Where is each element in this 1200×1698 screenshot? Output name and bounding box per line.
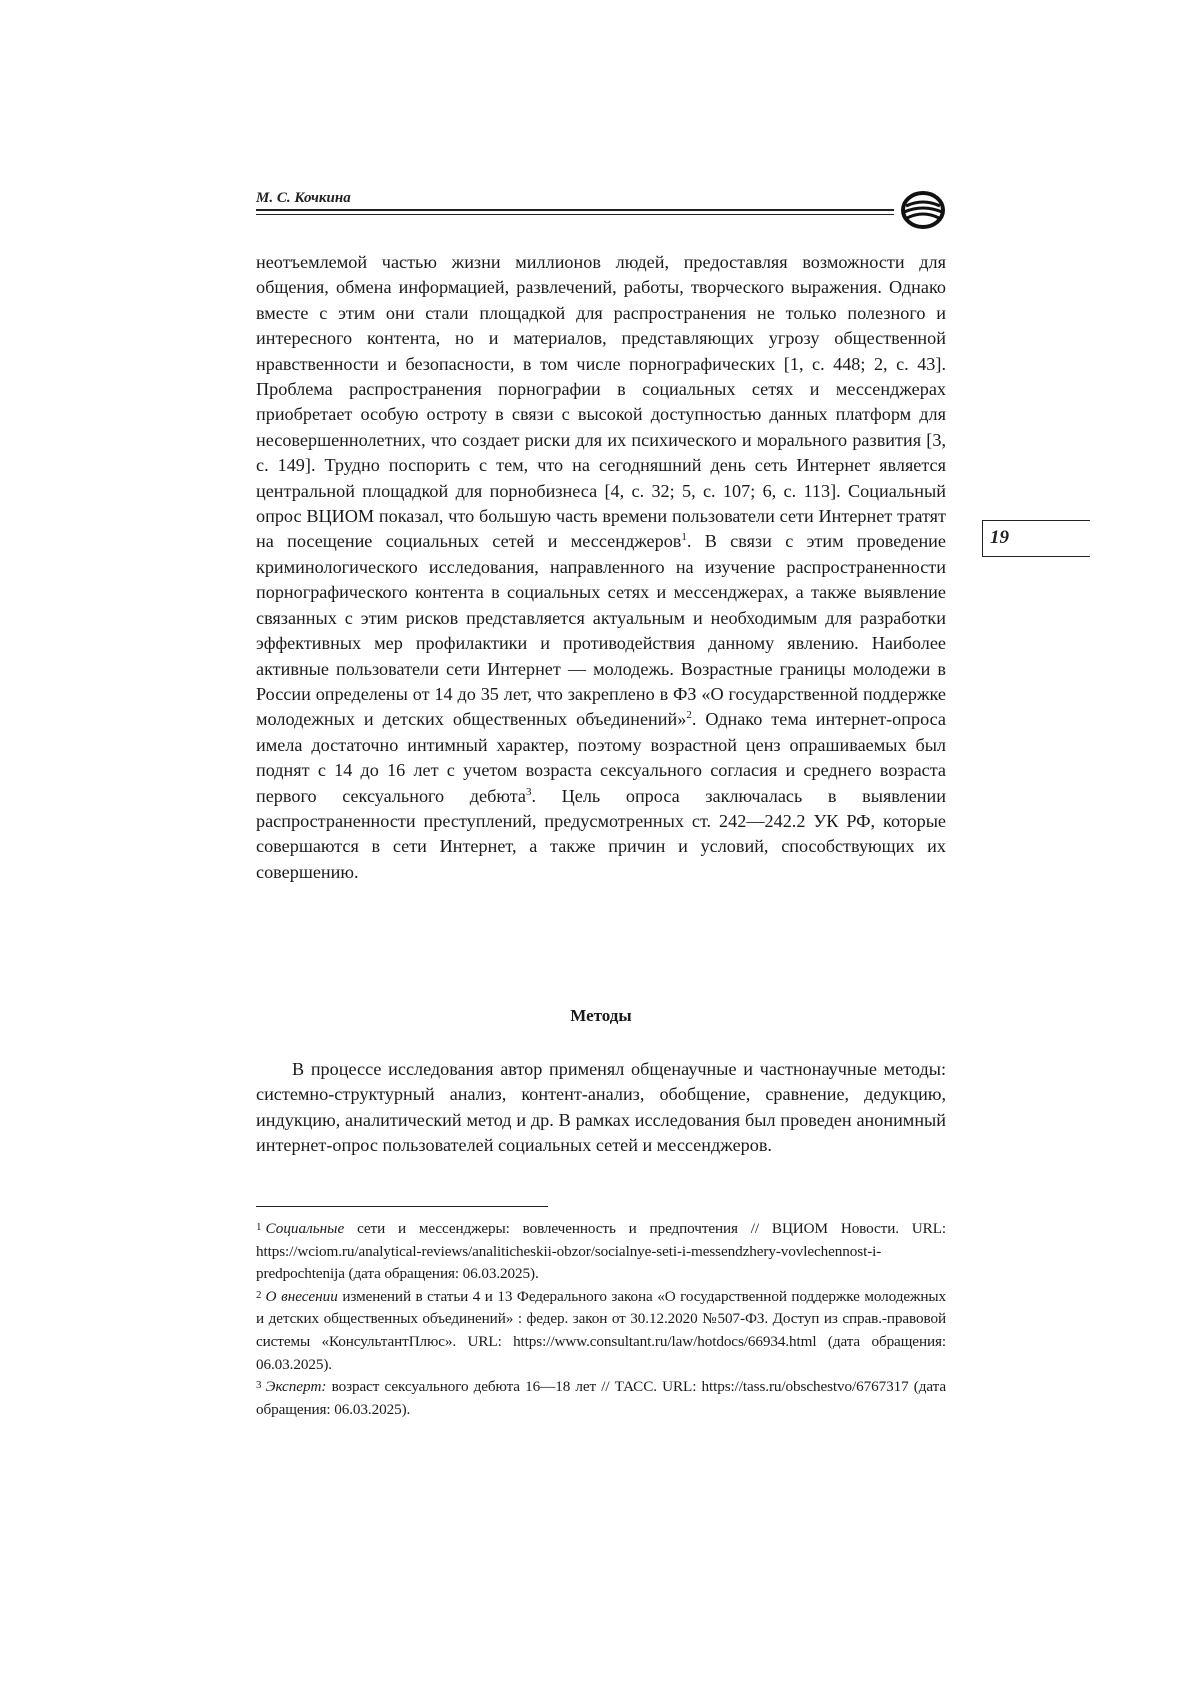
running-head-author: М. С. Кочкина xyxy=(256,190,351,206)
header-rule xyxy=(256,209,894,211)
page-number-box-left xyxy=(982,520,983,557)
footnotes xyxy=(256,1218,946,1421)
body-paragraph xyxy=(256,250,946,885)
footnote-ref-3: 3 xyxy=(525,785,532,798)
footnote-2 xyxy=(256,1286,946,1376)
body-text-part2: . В связи с этим проведение криминологического исследования, направленного на изучение распространенности порнографического контента в социальных сетях и мессенджерах, а также выявление связанных с этим рисков представляется актуальным и необходимым для разработки эффективных мер профилактики и противодействия данному явлению. Наиболее активные пользователи сети Интернет — молодежь. Возрастные границы молодежи в России определены от 14 до 35 лет, что закреплено в ФЗ «О государственной поддержке молодежных и детских общественных объединений» xyxy=(256,531,946,730)
body-text-part4: . Цель опроса заключалась в выявлении распространенности преступлений, предусмотренных ст. 242—242.2 УК РФ, которые совершаются в сети Интернет, а также причин и условий, способствующих их совершению. xyxy=(256,785,947,882)
footnote-marker: 1 xyxy=(256,1221,262,1233)
methods-paragraph: В процессе исследования автор применял общенаучные и частнонаучные методы: системно-структурный анализ, контент-анализ, обобщение, сравнение, дедукцию, индукцию, аналитический метод и др. В рамках исследования был проведен анонимный интернет-опрос пользователей социальных сетей и мессенджеров. xyxy=(256,1059,946,1156)
footnote-marker: 3 xyxy=(256,1379,262,1392)
footnote-ref-2: 2 xyxy=(686,709,692,722)
page-number-box-top xyxy=(982,520,1090,521)
footnote-title: Эксперт: xyxy=(265,1378,327,1396)
footnote-text: сети и мессенджеры: вовлеченность и предпочтения // ВЦИОМ Новости. URL: https://wciom.ru/analytical-reviews/analiticheskii-obzor/socialnye-seti-i-messendzhery-vovlechennost-i-predpochtenija (дата обращения: 06.03.2025). xyxy=(256,1220,946,1283)
journal-logo-icon xyxy=(900,190,946,230)
body-text-part1: неотъемлемой частью жизни миллионов людей, предоставляя возможности для общения, обмена информацией, развлечений, работы, творческого выражения. Однако вместе с этим они стали площадкой для распространения не только полезного и интересного контента, но и материалов, представляющих угрозу общественной нравственности и безопасности, в том числе порнографических [1, с. 448; 2, с. 43]. Проблема распространения порнографии в социальных сетях и мессенджерах приобретает особую остроту в связи с высокой доступностью данных платформ для несовершеннолетних, что создает риски для их психического и морального развития [3, с. 149]. Трудно поспорить с тем, что на сегодняшний день сеть Интернет является центральной площадкой для порнобизнеса [4, с. 32; 5, с. 107; 6, с. 113]. Социальный опрос ВЦИОМ показал, что большую часть времени пользователи сети Интернет тратят на посещение социальных сетей и мессенджеров xyxy=(256,252,946,552)
footnote-text: возраст сексуального дебюта 16—18 лет // ТАСС. URL: https://tass.ru/obschestvo/6767317 (дата обращения: 06.03.2025). xyxy=(256,1378,946,1418)
footnote-ref-1: 1 xyxy=(681,531,687,544)
footnote-text: изменений в статьи 4 и 13 Федерального закона «О государственной поддержке молодежных и детских общественных объединений» : федер. закон от 30.12.2020 №507-ФЗ. Доступ из справ.-правовой системы «КонсультантПлюс». URL: https://www.consultant.ru/law/hotdocs/66934.html (дата обращения: 06.03.2025). xyxy=(256,1287,947,1373)
section-heading-methods: Методы xyxy=(570,1006,632,1025)
footnote-1 xyxy=(256,1218,946,1286)
header-rule-thin xyxy=(256,214,894,215)
footnote-separator xyxy=(256,1206,548,1207)
body-text-part3: . Однако тема интернет-опроса имела достаточно интимный характер, поэтому возрастной ценз опрашиваемых был поднят с 14 до 16 лет с учетом возраста сексуального согласия и среднего возраста первого сексуального дебюта xyxy=(256,709,946,806)
footnote-marker: 2 xyxy=(256,1288,262,1301)
footnote-title: О внесении xyxy=(265,1287,338,1305)
footnote-title: Социальные xyxy=(265,1220,345,1237)
page-number: 19 xyxy=(990,527,1009,548)
footnote-3 xyxy=(256,1376,946,1421)
page-number-box-bottom xyxy=(982,556,1090,557)
